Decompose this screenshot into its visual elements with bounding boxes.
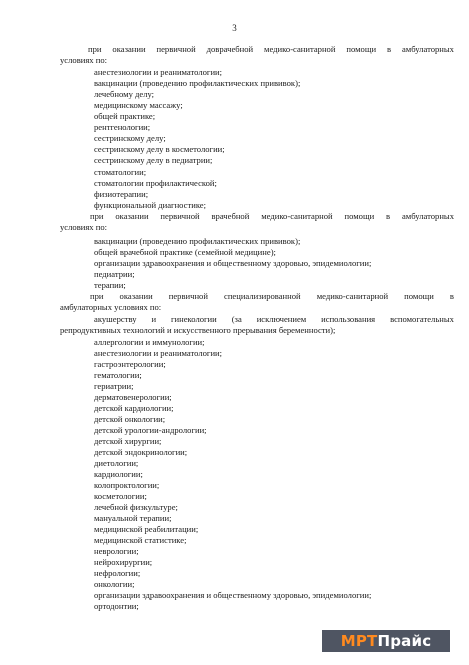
text-line bbox=[88, 44, 454, 54]
text-line: физиотерапии; bbox=[94, 189, 149, 199]
text-line bbox=[90, 291, 454, 301]
text-line: диетологии; bbox=[94, 458, 139, 468]
word: при bbox=[88, 44, 102, 54]
word: оказании bbox=[112, 44, 146, 54]
text-line: условиях по: bbox=[60, 55, 108, 65]
text-line: детской онкологии; bbox=[94, 414, 166, 424]
word: оказании bbox=[115, 211, 149, 221]
word: использования bbox=[321, 314, 376, 324]
word: и bbox=[151, 314, 157, 324]
word: первичной bbox=[168, 291, 208, 301]
watermark-part2: Прайс bbox=[377, 632, 432, 650]
text-line: неврологии; bbox=[94, 546, 139, 556]
word: первичной bbox=[160, 211, 200, 221]
text-line: детской хирургии; bbox=[94, 436, 162, 446]
word: вспомогательных bbox=[390, 314, 454, 324]
word: в bbox=[386, 44, 392, 54]
word: в bbox=[386, 211, 391, 221]
text-line: терапии; bbox=[94, 280, 126, 290]
word: медико-санитарной bbox=[261, 211, 333, 221]
text-line: амбулаторных условиях по: bbox=[60, 302, 162, 312]
text-line: организации здравоохранения и общественному здоровью, эпидемиологии; bbox=[94, 590, 372, 600]
text-line: гериатрии; bbox=[94, 381, 134, 391]
text-line: детской эндокринологии; bbox=[94, 447, 188, 457]
text-line: стоматологии профилактической; bbox=[94, 178, 217, 188]
word: при bbox=[90, 211, 104, 221]
text-line: лечебному делу; bbox=[94, 89, 155, 99]
text-line: рентгенологии; bbox=[94, 122, 151, 132]
text-line: нейрохирургии; bbox=[94, 557, 153, 567]
text-line: сестринскому делу в косметологии; bbox=[94, 144, 225, 154]
text-line: лечебной физкультуре; bbox=[94, 502, 178, 512]
text-line: колопроктологии; bbox=[94, 480, 160, 490]
word: помощи bbox=[346, 44, 377, 54]
word: помощи bbox=[404, 291, 434, 301]
text-line: условиях по: bbox=[60, 222, 108, 232]
text-line bbox=[90, 211, 454, 221]
text-line: функциональной диагностике; bbox=[94, 200, 207, 210]
text-line: онкологии; bbox=[94, 579, 135, 589]
text-line: косметологии; bbox=[94, 491, 147, 501]
text-line: педиатрии; bbox=[94, 269, 135, 279]
text-line: мануальной терапии; bbox=[94, 513, 172, 523]
text-line: ортодонтии; bbox=[94, 601, 139, 611]
word: исключением bbox=[256, 314, 307, 324]
page-number: 3 bbox=[232, 23, 237, 33]
word: специализированной bbox=[224, 291, 301, 301]
word: медико-санитарной bbox=[264, 44, 336, 54]
word: помощи bbox=[344, 211, 375, 221]
word: гинекологии bbox=[170, 314, 217, 324]
word: доврачебной bbox=[206, 44, 254, 54]
text-line: общей врачебной практике (семейной медицине); bbox=[94, 247, 276, 257]
word: (за bbox=[231, 314, 242, 324]
text-line bbox=[94, 314, 454, 324]
text-line: гематологии; bbox=[94, 370, 142, 380]
text-line: вакцинации (проведению профилактических прививок); bbox=[94, 78, 301, 88]
text-line: медицинской реабилитации; bbox=[94, 524, 199, 534]
word: врачебной bbox=[211, 211, 250, 221]
word: акушерству bbox=[94, 314, 137, 324]
text-line: медицинскому массажу; bbox=[94, 100, 183, 110]
text-line: нефрологии; bbox=[94, 568, 141, 578]
text-line: аллергологии и иммунологии; bbox=[94, 337, 205, 347]
text-line: вакцинации (проведению профилактических прививок); bbox=[94, 236, 301, 246]
word: амбулаторных bbox=[401, 211, 454, 221]
text-line: сестринскому делу в педиатрии; bbox=[94, 155, 213, 165]
text-line: анестезиологии и реаниматологии; bbox=[94, 348, 223, 358]
text-line: детской урологии-андрологии; bbox=[94, 425, 207, 435]
word: при bbox=[90, 291, 104, 301]
word: в bbox=[449, 291, 454, 301]
text-line: анестезиологии и реаниматологии; bbox=[94, 67, 223, 77]
word: первичной bbox=[156, 44, 196, 54]
text-line: сестринскому делу; bbox=[94, 133, 166, 143]
text-line: общей практике; bbox=[94, 111, 156, 121]
text-line: организации здравоохранения и общественному здоровью, эпидемиологии; bbox=[94, 258, 372, 268]
word: оказании bbox=[119, 291, 153, 301]
text-line: медицинской статистике; bbox=[94, 535, 187, 545]
text-line: детской кардиологии; bbox=[94, 403, 174, 413]
mrtprice-watermark-logo bbox=[322, 630, 450, 652]
watermark-part1: МРТ bbox=[340, 632, 378, 650]
text-line: кардиологии; bbox=[94, 469, 143, 479]
text-line: репродуктивных технологий и искусственного прерывания беременности); bbox=[60, 325, 336, 335]
word: медико-санитарной bbox=[316, 291, 389, 301]
text-line: гастроэнтерологии; bbox=[94, 359, 166, 369]
text-line: стоматологии; bbox=[94, 167, 147, 177]
text-line: дерматовенерологии; bbox=[94, 392, 172, 402]
word: амбулаторных bbox=[401, 44, 454, 54]
